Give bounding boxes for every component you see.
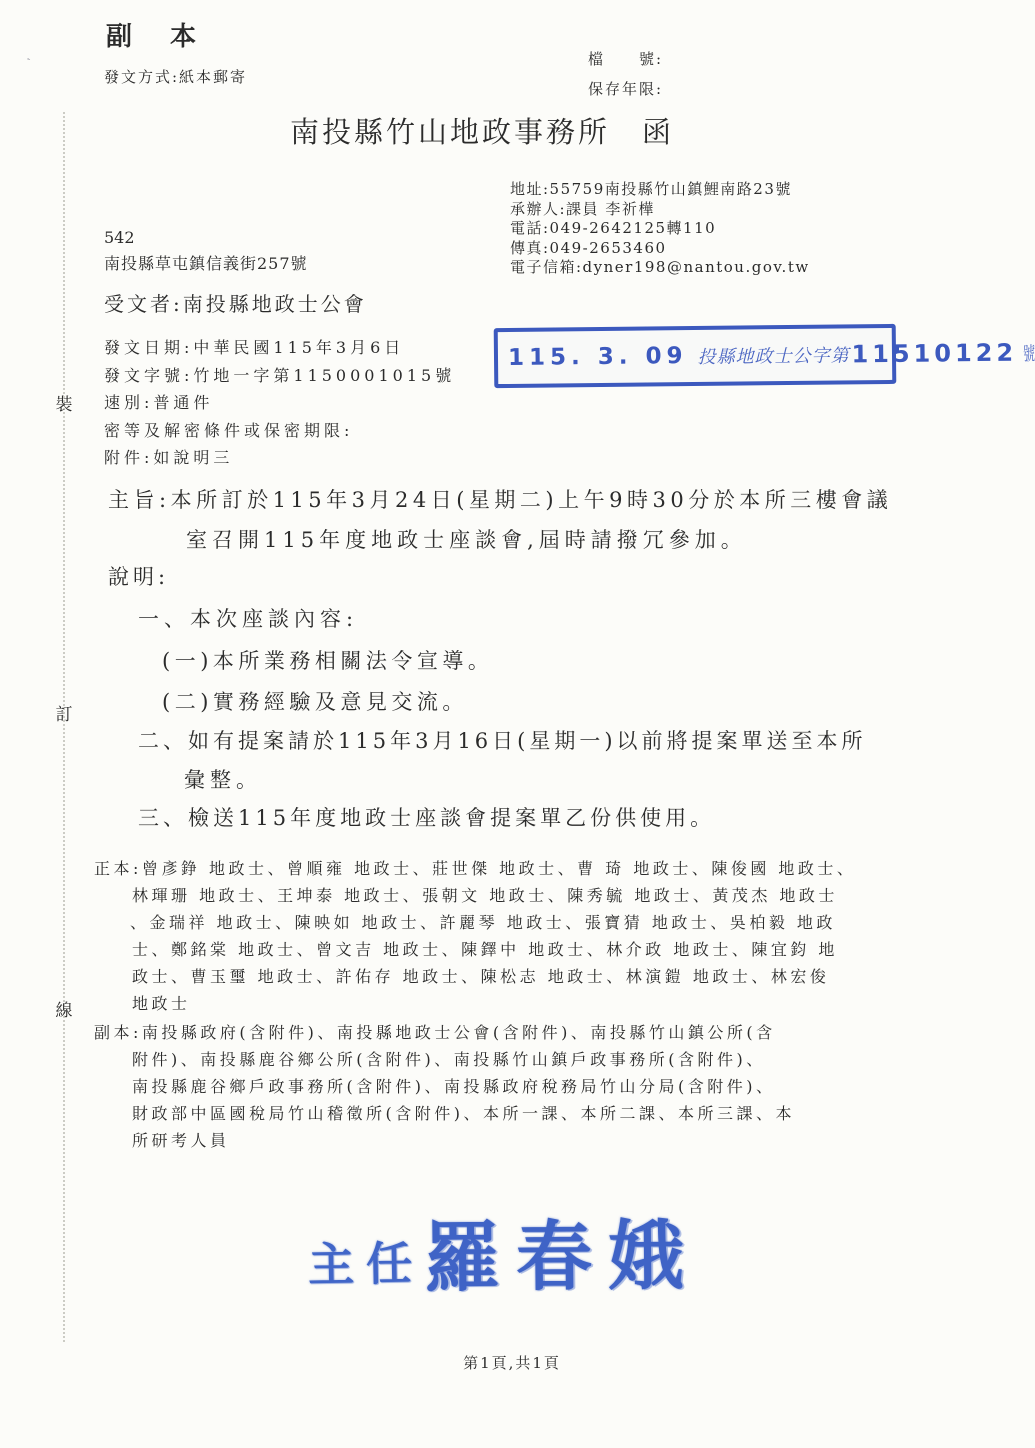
original-recipients-line: 士、鄭銘棠 地政士、曾文吉 地政士、陳鐸中 地政士、林介政 地政士、陳宜鈞 地 (132, 940, 838, 959)
copy-recipients-line: 所研考人員 (132, 1131, 230, 1150)
subject-line-1: 主旨:本所訂於115年3月24日(星期二)上午9時30分於本所三樓會議 (108, 488, 893, 512)
original-recipients-line: 、金瑞祥 地政士、陳映如 地政士、許麗琴 地政士、張寶猜 地政士、吳柏毅 地政 (130, 913, 836, 932)
issue-number: 發文字號:竹地一字第1150001015號 (104, 365, 456, 385)
recipient-street: 南投縣草屯鎮信義街257號 (104, 254, 308, 273)
original-recipients-line: 政士、曹玉璽 地政士、許佑存 地政士、陳松志 地政士、林演鎧 地政士、林宏俊 (132, 967, 830, 986)
retention-period-label: 保存年限: (588, 80, 664, 98)
page-number: 第1頁,共1頁 (463, 1354, 561, 1372)
margin-label-binding: 裝 (55, 395, 73, 415)
subject-line-2: 室召開115年度地政士座談會,屆時請撥冗參加。 (186, 528, 747, 552)
copy-recipients-line: 南投縣鹿谷鄉戶政事務所(含附件)、南投縣政府稅務局竹山分局(含附件)、 (132, 1077, 776, 1096)
recipient-zip: 542 (104, 228, 135, 247)
file-number-label: 檔 號: (588, 50, 664, 68)
received-date-stamp (494, 324, 1035, 388)
explanation-label: 說明: (108, 565, 170, 589)
scan-artifact: ˏ (21, 46, 32, 63)
copy-type-label: 副 本 (106, 22, 203, 52)
explanation-item-1a: (一)本所業務相關法令宣導。 (162, 649, 494, 673)
attachment-note: 附件:如說明三 (104, 448, 234, 467)
stamp-date: 115. 3. 09 (507, 343, 688, 371)
agency-contact-person: 承辦人:課員 李祈樺 (510, 199, 655, 218)
stamp-prefix: 投縣地政士公字第 (697, 345, 850, 368)
document-meta-block (104, 334, 455, 472)
original-recipients-line: 正本:曾彥錚 地政士、曾順雍 地政士、莊世傑 地政士、曹 琦 地政士、陳俊國 地政士、 (94, 859, 857, 878)
margin-label-line: 線 (55, 1001, 73, 1021)
explanation-item-2-line-1: 二、如有提案請於115年3月16日(星期一)以前將提案單送至本所 (138, 729, 867, 753)
security-class: 密等及解密條件或保密期限: (104, 420, 354, 440)
explanation-item-1: 一、本次座談內容: (138, 607, 359, 631)
issue-date: 發文日期:中華民國115年3月6日 (104, 338, 405, 357)
explanation-item-3: 三、檢送115年度地政士座談會提案單乙份供使用。 (138, 806, 716, 830)
binding-margin-dotted-line (63, 112, 65, 1342)
original-recipients-line: 地政士 (132, 994, 191, 1013)
copy-recipients-line: 副本:南投縣政府(含附件)、南投縣地政士公會(含附件)、南投縣竹山鎮公所(含 (94, 1023, 776, 1042)
signature-stamp-title: 主任 (307, 1235, 425, 1293)
agency-email: 電子信箱:dyner198@nantou.gov.tw (510, 258, 810, 276)
copy-recipients-line: 附件)、南投縣鹿谷鄉公所(含附件)、南投縣竹山鎮戶政事務所(含附件)、 (132, 1050, 766, 1069)
explanation-item-2-line-2: 彙整。 (184, 768, 262, 792)
agency-address: 地址:55759南投縣竹山鎮鯉南路23號 (510, 180, 792, 198)
stamp-suffix: 號 (1022, 342, 1035, 365)
agency-phone: 電話:049-2642125轉110 (510, 219, 717, 237)
margin-label-staple: 訂 (55, 705, 73, 725)
original-recipients-line: 林琿珊 地政士、王坤泰 地政士、張朝文 地政士、陳秀毓 地政士、黃茂杰 地政士 (132, 886, 838, 905)
delivery-method: 發文方式:紙本郵寄 (104, 68, 248, 86)
recipient-line: 受文者:南投縣地政士公會 (104, 292, 367, 316)
agency-contact-block (510, 180, 810, 278)
stamp-number: 11510122 (851, 338, 1018, 369)
copy-recipients-line: 財政部中區國稅局竹山稽徵所(含附件)、本所一課、本所二課、本所三課、本 (132, 1104, 795, 1123)
document-title: 南投縣竹山地政事務所 函 (289, 115, 674, 149)
signature-stamp-name: 羅春娥 (423, 1210, 701, 1303)
explanation-item-1b: (二)實務經驗及意見交流。 (162, 690, 468, 714)
speed-class: 速別:普通件 (104, 393, 214, 412)
agency-fax: 傳真:049-2653460 (510, 238, 667, 257)
